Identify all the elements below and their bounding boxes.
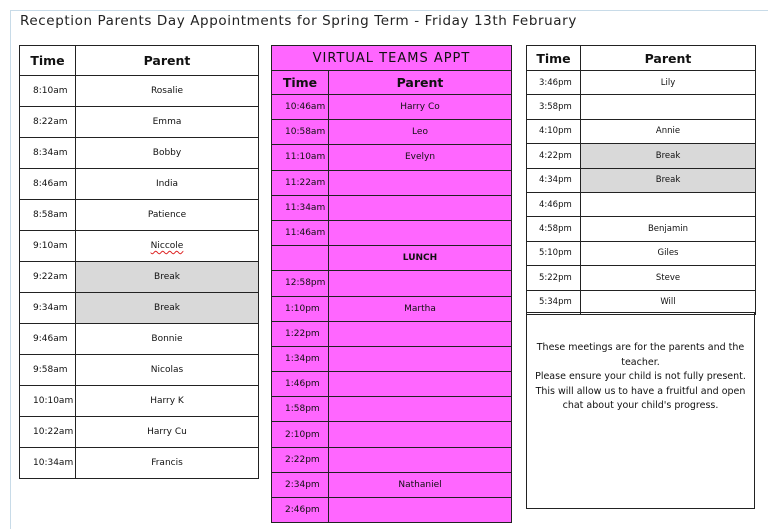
parent-cell: Bobby [76,138,259,169]
table-row [272,447,512,472]
table-row [272,246,512,271]
table-row [272,498,512,523]
time-cell: 10:58am [272,120,329,145]
table-row [20,324,259,355]
break-cell: Break [76,262,259,293]
table-row [20,262,259,293]
table-row [272,397,512,422]
table-row [527,119,756,143]
parent-cell: Giles [581,241,756,265]
parent-cell [329,220,512,245]
lunch-cell: LUNCH [329,246,512,271]
time-cell: 2:46pm [272,498,329,523]
table-row [20,231,259,262]
time-cell: 8:22am [20,107,76,138]
parent-cell [329,271,512,296]
parent-cell: Emma [76,107,259,138]
parent-cell: Harry Co [329,95,512,120]
time-cell: 5:34pm [527,290,581,314]
parent-cell: Harry Cu [76,417,259,448]
table-row [272,472,512,497]
parent-cell: Benjamin [581,217,756,241]
notice-line-1: These meetings are for the parents and the [536,342,745,353]
time-cell: 11:10am [272,145,329,170]
time-cell [272,246,329,271]
time-header: Time [527,46,581,71]
table-row [20,448,259,479]
time-cell: 11:34am [272,195,329,220]
parent-cell [329,321,512,346]
time-cell: 10:46am [272,95,329,120]
time-cell: 9:46am [20,324,76,355]
afternoon-schedule-table [526,45,756,315]
time-cell: 1:58pm [272,397,329,422]
virtual-teams-table [271,45,512,523]
parent-cell [329,170,512,195]
time-cell: 12:58pm [272,271,329,296]
parent-cell: Nicolas [76,355,259,386]
table-row [272,195,512,220]
parent-cell: Steve [581,266,756,290]
table-row [20,169,259,200]
table-header-row [527,46,756,71]
parent-cell [329,397,512,422]
parent-cell [329,447,512,472]
time-cell: 3:46pm [527,71,581,95]
table-row [272,120,512,145]
table-row [527,71,756,95]
time-cell: 10:34am [20,448,76,479]
break-cell: Break [581,168,756,192]
time-cell: 4:34pm [527,168,581,192]
time-cell: 1:22pm [272,321,329,346]
time-cell: 2:22pm [272,447,329,472]
time-cell: 4:10pm [527,119,581,143]
table-row [272,346,512,371]
table-row [20,355,259,386]
time-cell: 9:34am [20,293,76,324]
table-row [272,321,512,346]
table-row [527,192,756,216]
table-row [272,220,512,245]
time-cell: 3:58pm [527,95,581,119]
morning-schedule-table [19,45,259,479]
table-row [20,417,259,448]
table-row [272,422,512,447]
parent-cell: Annie [581,119,756,143]
parent-cell: Niccole [150,241,184,251]
time-cell: 8:46am [20,169,76,200]
time-cell: 4:58pm [527,217,581,241]
time-cell: 4:22pm [527,144,581,168]
parent-cell: Will [581,290,756,314]
parent-cell: Evelyn [329,145,512,170]
parent-header: Parent [329,71,512,95]
table-row [272,296,512,321]
table-row [272,170,512,195]
time-cell: 5:10pm [527,241,581,265]
time-header: Time [20,46,76,76]
table-row [272,95,512,120]
time-cell: 1:34pm [272,346,329,371]
time-cell: 10:10am [20,386,76,417]
time-cell: 9:22am [20,262,76,293]
time-cell: 2:10pm [272,422,329,447]
parent-cell: Nathaniel [329,472,512,497]
table-row [20,76,259,107]
parent-cell [329,346,512,371]
parent-cell: Martha [329,296,512,321]
table-header-row [20,46,259,76]
banner-row [272,46,512,71]
time-cell: 2:34pm [272,472,329,497]
break-cell: Break [76,293,259,324]
notice-line-3: Please ensure your child is not fully present. This will allow us to have a fruitful and open chat about your child's progress. [535,371,746,411]
table-row [527,95,756,119]
parent-cell: Bonnie [76,324,259,355]
table-row [20,293,259,324]
time-cell: 8:34am [20,138,76,169]
table-row [20,138,259,169]
time-cell: 8:10am [20,76,76,107]
parent-cell [329,195,512,220]
table-row [272,271,512,296]
parent-cell: Lily [581,71,756,95]
notice-line-2: teacher. [621,356,660,368]
parent-cell: Leo [329,120,512,145]
time-cell: 9:58am [20,355,76,386]
time-cell: 11:46am [272,220,329,245]
parent-header: Parent [76,46,259,76]
time-cell: 8:58am [20,200,76,231]
parent-cell: Francis [76,448,259,479]
parent-cell: India [76,169,259,200]
table-row [527,241,756,265]
table-row [20,386,259,417]
break-cell: Break [581,144,756,168]
table-row [527,266,756,290]
table-row [527,168,756,192]
table-header-row [272,71,512,95]
table-row [272,372,512,397]
table-row [272,145,512,170]
parent-cell [329,498,512,523]
time-cell: 9:10am [20,231,76,262]
time-cell: 1:46pm [272,372,329,397]
table-row [20,200,259,231]
parent-cell [581,95,756,119]
table-row [527,144,756,168]
time-cell: 5:22pm [527,266,581,290]
parent-cell: Patience [76,200,259,231]
parent-cell [581,192,756,216]
parent-cell: Harry K [76,386,259,417]
parent-cell: Rosalie [76,76,259,107]
time-cell: 4:46pm [527,192,581,216]
parent-header: Parent [581,46,756,71]
notice-box [526,312,755,509]
virtual-teams-banner: VIRTUAL TEAMS APPT [272,46,512,71]
time-header: Time [272,71,329,95]
parent-cell [329,422,512,447]
parent-cell [329,372,512,397]
time-cell: 11:22am [272,170,329,195]
time-cell: 1:10pm [272,296,329,321]
table-row [527,290,756,314]
table-row [527,217,756,241]
time-cell: 10:22am [20,417,76,448]
table-row [20,107,259,138]
document-title: Reception Parents Day Appointments for Spring Term - Friday 13th February [20,13,577,29]
